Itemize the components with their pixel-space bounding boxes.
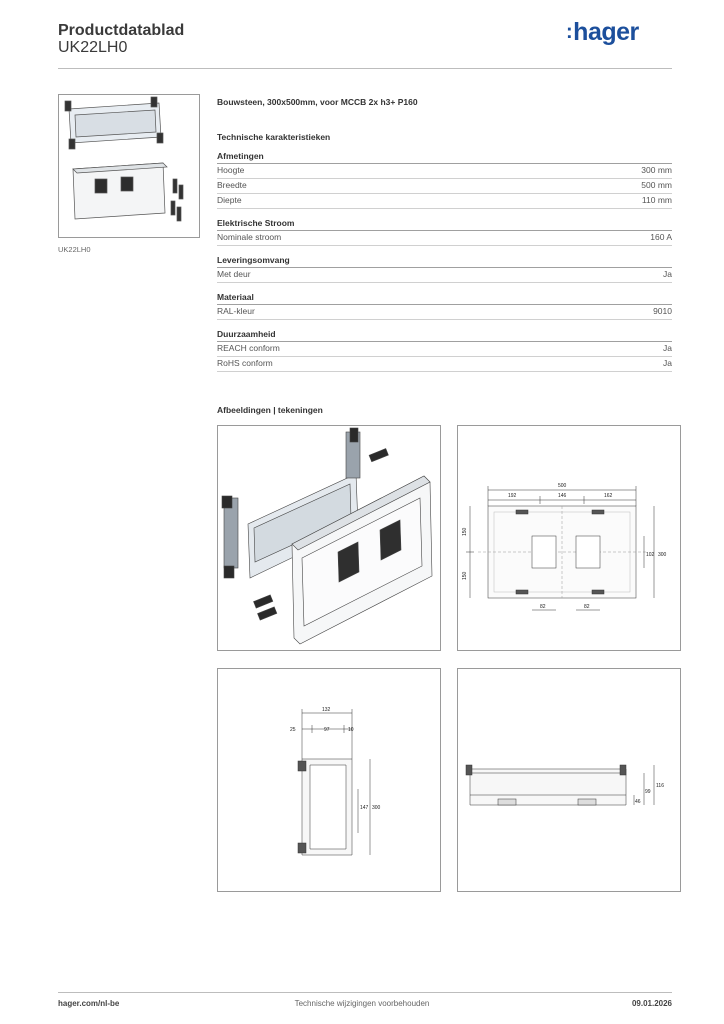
spec-label: Breedte: [217, 180, 247, 190]
dim-side-h-total: 300: [372, 805, 381, 811]
dim-bottom-c: 116: [656, 783, 664, 789]
spec-label: REACH conform: [217, 343, 280, 353]
spec-group: [217, 329, 672, 372]
spec-value: 160 A: [650, 232, 672, 242]
product-code: UK22LH0: [58, 39, 128, 56]
spec-label: Nominale stroom: [217, 232, 282, 242]
logo-text: hager: [573, 18, 639, 46]
dim-side-c: 10: [348, 727, 354, 733]
dim-front-h-inner: 102: [646, 552, 655, 558]
product-3d-drawing: [217, 425, 441, 651]
spec-label: RAL-kleur: [217, 306, 255, 316]
spec-group: [217, 292, 672, 320]
dim-side-a: 25: [290, 727, 296, 733]
spec-label: Hoogte: [217, 165, 245, 175]
product-thumbnail: [58, 94, 200, 238]
dim-front-h-top: 150: [462, 527, 468, 536]
spec-value: Ja: [663, 269, 672, 279]
product-specs: [217, 97, 672, 381]
spec-group-title: Elektrische Stroom: [217, 218, 672, 231]
spec-group: [217, 218, 672, 246]
spec-group: [217, 255, 672, 283]
footer-date: 09.01.2026: [631, 999, 672, 1008]
header-divider: [58, 68, 672, 69]
spec-row: [217, 179, 672, 194]
spec-row: [217, 268, 672, 283]
bottom-view-drawing: [457, 668, 681, 892]
spec-group-title: Duurzaamheid: [217, 329, 672, 342]
dim-side-total: 132: [322, 707, 331, 713]
footer-divider: [58, 992, 672, 993]
spec-row: [217, 305, 672, 320]
dim-bottom-b: 99: [645, 789, 651, 795]
spec-row: [217, 342, 672, 357]
dim-side-h-inner: 147: [360, 805, 369, 811]
spec-group-title: Leveringsomvang: [217, 255, 672, 268]
images-heading: Afbeeldingen | tekeningen: [217, 405, 323, 415]
dim-side-b: 97: [324, 727, 330, 733]
spec-value: Ja: [663, 343, 672, 353]
footer-website[interactable]: hager.com/nl-be: [58, 999, 120, 1008]
side-view-drawing: [217, 668, 441, 892]
spec-group-title: Materiaal: [217, 292, 672, 305]
dim-front-total: 500: [558, 483, 567, 489]
spec-value: Ja: [663, 358, 672, 368]
dim-front-right: 162: [604, 493, 613, 499]
document-title: Productdatablad: [58, 22, 185, 39]
spec-label: RoHS conform: [217, 358, 273, 368]
dim-front-left: 192: [508, 493, 517, 499]
dim-front-cut-left: 82: [540, 604, 546, 610]
dim-front-mid: 146: [558, 493, 567, 499]
dim-front-h-total: 300: [658, 552, 667, 558]
product-description: Bouwsteen, 300x500mm, voor MCCB 2x h3+ P160: [217, 97, 418, 107]
spec-group-title: Afmetingen: [217, 151, 672, 164]
spec-row: [217, 164, 672, 179]
spec-value: 110 mm: [641, 195, 672, 205]
front-view-drawing: [457, 425, 681, 651]
specs-heading: Technische karakteristieken: [217, 132, 331, 142]
hager-logo: :hager: [566, 18, 639, 46]
spec-value: 300 mm: [641, 165, 672, 175]
spec-value: 500 mm: [641, 180, 672, 190]
spec-row: [217, 194, 672, 209]
spec-row: [217, 231, 672, 246]
spec-label: Diepte: [217, 195, 242, 205]
spec-groups: [217, 151, 672, 372]
footer-notice: Technische wijzigingen voorbehouden: [294, 999, 430, 1008]
spec-row: [217, 357, 672, 372]
thumbnail-caption: UK22LH0: [58, 245, 91, 254]
spec-value: 9010: [653, 306, 672, 316]
dim-bottom-a: 46: [635, 799, 641, 805]
spec-group: [217, 151, 672, 209]
dim-front-h-bottom: 150: [462, 571, 468, 580]
spec-label: Met deur: [217, 269, 251, 279]
dim-front-cut-right: 82: [584, 604, 590, 610]
